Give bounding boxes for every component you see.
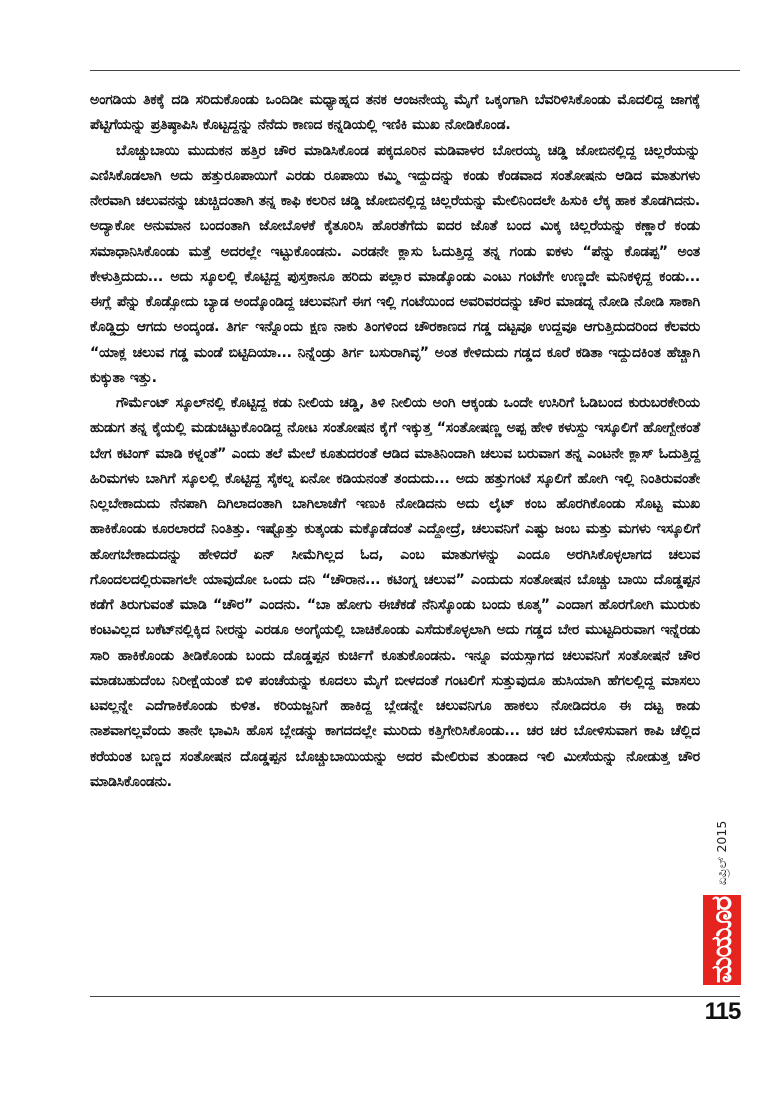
page-number: 115	[704, 998, 741, 1025]
magazine-logo-text: ಮಯೂರ	[705, 896, 738, 984]
article-body	[90, 88, 700, 795]
paragraph-3: ಗೌರ್ಮೆಂಟ್ ಸ್ಕೂಲ್‌ನಲ್ಲಿ ಕೊಟ್ಟಿದ್ದ ಕಡು ನೀಲಿಯ ಚಡ್ಡಿ, ತಿಳಿ ನೀಲಿಯ ಅಂಗಿ ಆಕ್ಕಂಡು ಒಂದೇ ಉಸಿರಿಗೆ ಓಡಿಬಂದ ಕುರುಬರಕೇರಿಯ ಹುಡುಗ ತನ್ನ ಕೈಯಲ್ಲಿ ಮಡುಚಿಟ್ಟುಕೊಂಡಿದ್ದ ನೋಟ ಸಂತೋಷನ ಕೈಗೆ ಇಕ್ಕುತ್ತ “ಸಂತೋಷಣ್ಣ ಅಪ್ಪ ಹೇಳಿ ಕಳುಸ್ದು ಇಸ್ಕೂಲಿಗೆ ಹೋಗ್ಬೇಕಂತೆ ಬೇಗ ಕಟಿಂಗ್ ಮಾಡಿ ಕಳ್ನಂತೆ” ಎಂದು ತಲೆ ಮೇಲೆ ಕೂತುದರಂತೆ ಆಡಿದ ಮಾತಿನಿಂದಾಗಿ ಚಲುವ ಬರುವಾಗ ತನ್ನ ಎಂಟನೇ ಕ್ಲಾಸ್ ಓದುತ್ತಿದ್ದ ಹಿರಿಮಗಳು ಬಾಗಿಗೆ ಸ್ಕೂಲಲ್ಲಿ ಕೊಟ್ಟಿದ್ದ ಸೈಕಲ್ನ ಏನೋ ಕಡಿಯನಂತೆ ತಂದುದು... ಅದು ಹತ್ತುಗಂಟೆ ಸ್ಕೂಲಿಗೆ ಹೋಗಿ ಇಲ್ಲಿ ನಿಂತಿರುವಂತೇ ನಿಲ್ಲಬೇಕಾದುದು ನೆನಪಾಗಿ ದಿಗಿಲಾದಂತಾಗಿ ಬಾಗಿಲಾಚೆಗೆ ಇಣುಕಿ ನೋಡಿದನು ಅದು ಲೈಟ್ ಕಂಬ ಹೊರಗಿಕೊಂಡು ಸೊಟ್ಟ ಮುಖ ಹಾಕಿಕೊಂಡು ಕೂರಲಾರದೆ ನಿಂತಿತ್ತು. ಇಷ್ಟೊತ್ತು ಕುತ್ಕಂಡು ಮಕ್ಕೊಡೆದಂತೆ ಎದ್ದೋದ್ರೆ, ಚಲುವನಿಗೆ ಎಷ್ಟು ಜಂಬ ಮತ್ತು ಮಗಳು ಇಸ್ಕೂಲಿಗೆ ಹೋಗಬೇಕಾದುದನ್ನು ಹೇಳಿದರೆ ಏನ್ ಸೀಮೆಗಿಲ್ಲದ ಓದ, ಎಂಬ ಮಾತುಗಳನ್ನು ಎಂದೂ ಅರಗಿಸಿಕೊಳ್ಳಲಾಗದ ಚಲುವ ಗೊಂದಲದಲ್ಲಿರುವಾಗಲೇ ಯಾವುದೋ ಒಂದು ದನಿ “ಚೌರಾನ... ಕಟಿಂಗ್ನ ಚಲುವ” ಎಂದುದು ಸಂತೋಷನ ಬೊಚ್ಚು ಬಾಯಿ ದೊಡ್ಡಪ್ಪನ ಕಡೆಗೆ ತಿರುಗುವಂತೆ ಮಾಡಿ “ಚೌರ” ಎಂದನು. “ಬಾ ಹೋಗು ಈಚೆಕಡೆ ನೆನಿಸ್ಕೊಂಡು ಬಂದು ಕೂತ್ಕ” ಎಂದಾಗ ಹೊರಗೋಗಿ ಮುರುಕು ಕಂಟವಿಲ್ಲದ ಬಕೆಟ್‌ನಲ್ಲಿಕ್ಕಿದ ನೀರನ್ನು ಎರಡೂ ಅಂಗೈಯಲ್ಲಿ ಬಾಚಿಕೊಂಡು ಎಸೆದುಕೊಳ್ಳಲಾಗಿ ಅದು ಗಡ್ಡದ ಬೇರ ಮುಟ್ಟದಿರುವಾಗ ಇನ್ನೆರಡು ಸಾರಿ ಹಾಕಿಕೊಂಡು ತೀಡಿಕೊಂಡು ಬಂದು ದೊಡ್ಡಪ್ಪನ ಕುರ್ಚಿಗೆ ಕೂತುಕೊಂಡನು. ಇನ್ನೂ ವಯಸ್ಸಾಗದ ಚಲುವನಿಗೆ ಸಂತೋಷನೆ ಚೌರ ಮಾಡಬಹುದೆಂಬ ನಿರೀಕ್ಷೆಯಂತೆ ಬಿಳಿ ಪಂಚೆಯನ್ನು ಕೂದಲು ಮೈಗೆ ಬೀಳದಂತೆ ಗಂಟಲಿಗೆ ಸುತ್ತುವುದೂ ಹುಸಿಯಾಗಿ ಹೆಗಲಲ್ಲಿದ್ದ ಮಾಸಲು ಟವಲ್ಲನ್ನೇ ಎದೆಗಾಕಿಕೊಂಡು ಕುಳಿತ. ಕರಿಯಜ್ಜನಿಗೆ ಹಾಕಿದ್ದ ಬ್ಲೇಡನ್ನೇ ಚಲುವನಿಗೂ ಹಾಕಲು ನೋಡಿದರೂ ಈ ದಟ್ಟ ಕಾಡು ನಾಶವಾಗಲ್ಲವೆಂದು ತಾನೇ ಭಾವಿಸಿ ಹೊಸ ಬ್ಲೇಡನ್ನು ಕಾಗದದಲ್ಲೇ ಮುರಿದು ಕತ್ತಿಗೇರಿಸಿಕೊಂಡು... ಚರ ಚರ ಬೋಳಿಸುವಾಗ ಕಾಪಿ ಚೆಲ್ಲಿದ ಕರೆಯಂತ ಬಣ್ಣದ ಸಂತೋಷನ ದೊಡ್ಡಪ್ಪನ ಬೊಚ್ಚುಬಾಯಿಯನ್ನು ಅದರ ಮೇಲಿರುವ ತುಂಡಾದ ಇಲಿ ಮೀಸೆಯನ್ನು ನೋಡುತ್ತ ಚೌರ ಮಾಡಿಸಿಕೊಂಡನು.	[90, 395, 700, 790]
bottom-rule	[90, 996, 740, 997]
paragraph-1: ಅಂಗಡಿಯ ತಿಕಕ್ಕೆ ದಡಿ ಸರಿದುಕೊಂಡು ಒಂದಿಡೀ ಮಧ್ಯಾಹ್ನದ ತನಕ ಆಂಜನೇಯ್ಯ ಮೈಗೆ ಒಕ್ಕಂಗಾಗಿ ಬೆವರಿಳಿಸಿಕೊಂಡು ಮೊದಲಿದ್ದ ಜಾಗಕ್ಕೆ ಪೆಟ್ಟಿಗೆಯನ್ನು ಪ್ರತಿಷ್ಠಾಪಿಸಿ ಕೊಟ್ಟದ್ದನ್ನು ನೆನೆದು ಕಾಣದ ಕನ್ನಡಿಯಲ್ಲಿ ಇಣಿಕಿ ಮುಖ ನೋಡಿಕೊಂಡ.	[90, 92, 700, 134]
magazine-logo	[703, 895, 741, 985]
top-rule	[90, 70, 740, 71]
issue-date: ಏಪ್ರಿಲ್ 2015	[714, 820, 729, 886]
paragraph-2: ಬೊಚ್ಚುಬಾಯಿ ಮುದುಕನ ಹತ್ತಿರ ಚೌರ ಮಾಡಿಸಿಕೊಂಡ ಪಕ್ಕದೂರಿನ ಮಡಿವಾಳರ ಬೋರಯ್ಯ ಚಡ್ಡಿ ಜೋಬಿನಲ್ಲಿದ್ದ ಚಿಲ್ಲರೆಯನ್ನು ಎಣಿಸಿಕೊಡಲಾಗಿ ಅದು ಹತ್ತುರೂಪಾಯಿಗೆ ಎರಡು ರೂಪಾಯಿ ಕಮ್ಮಿ ಇದ್ದುದನ್ನು ಕಂಡು ಕೆಂಡವಾದ ಸಂತೋಷನು ಆಡಿದ ಮಾತುಗಳು ನೇರವಾಗಿ ಚಲುವನನ್ನು ಚುಚ್ಚಿದಂತಾಗಿ ತನ್ನ ಕಾಫಿ ಕಲರಿನ ಚಡ್ಡಿ ಜೋಬಿನಲ್ಲಿದ್ದ ಚಿಲ್ಲರೆಯನ್ನು ಮೇಲಿನಿಂದಲೇ ಹಿಸುಕಿ ಲೆಕ್ಕ ಹಾಕ ತೊಡಗಿದನು. ಅದ್ಯಾಕೋ ಅನುಮಾನ ಬಂದಂತಾಗಿ ಜೋಬೊಳಕೆ ಕೈತೂರಿಸಿ ಹೊರತೆಗೆದು ಐದರ ಜೊತೆ ಬಂದ ಮಿಕ್ಕ ಚಿಲ್ಲರೆಯನ್ನು ಕಣ್ಣಾರೆ ಕಂಡು ಸಮಾಧಾನಿಸಿಕೊಂಡು ಮತ್ತೆ ಅದರಲ್ಲೇ ಇಟ್ಟುಕೊಂಡನು. ಎರಡನೇ ಕ್ಲಾಸು ಓದುತ್ತಿದ್ದ ತನ್ನ ಗಂಡು ಐಕಳು “ಪೆನ್ನು ಕೊಡಪ್ಪ” ಅಂತ ಕೇಳುತ್ತಿದುದು... ಅದು ಸ್ಕೂಲಲ್ಲಿ ಕೊಟ್ಟಿದ್ದ ಪುಸ್ತಕಾನೂ ಹರಿದು ಪಲ್ಲಾರ ಮಾಡ್ಕೊಂಡು ಎಂಟು ಗಂಟೆಗೇ ಉಣ್ಣದೇ ಮನಿಕಳ್ಳಿದ್ದ ಕಂಡು... ಈಗ್ಲೆ ಪೆನ್ನು ಕೊಡ್ಸೋದು ಬ್ಯಾಡ ಅಂದ್ಕೊಂಡಿದ್ದ ಚಲುವನಿಗೆ ಈಗ ಇಲ್ಲಿ ಗಂಟೆಯಿಂದ ಅವರಿವರದನ್ನು ಚೌರ ಮಾಡದ್ನ ನೋಡಿ ನೋಡಿ ಸಾಕಾಗಿ ಕೊಡ್ಡಿದ್ರು ಆಗದು ಅಂದ್ಕಂಡ. ತಿರ್ಗ ಇನ್ನೊಂದು ಕ್ಷಣ ನಾಕು ತಿಂಗಳಿಂದ ಚೌರಕಾಣದ ಗಡ್ಡ ದಟ್ಟವೂ ಉದ್ದವೂ ಆಗುತ್ತಿದುದರಿಂದ ಕೆಲವರು “ಯಾಕ್ಲ ಚಲುವ ಗಡ್ಡ ಮಂಡೆ ಬಿಟ್ಟಿದಿಯಾ... ನಿನ್ನೆಂಡ್ರು ತಿರ್ಗ ಬಸುರಾಗಿವ್ಳ” ಅಂತ ಕೇಳಿದುದು ಗಡ್ಡದ ಕೂರೆ ಕಡಿತಾ ಇದ್ದುದಕಿಂತ ಹೆಚ್ಚಾಗಿ ಕುಕ್ಕುತಾ ಇತ್ತು.	[90, 142, 700, 386]
